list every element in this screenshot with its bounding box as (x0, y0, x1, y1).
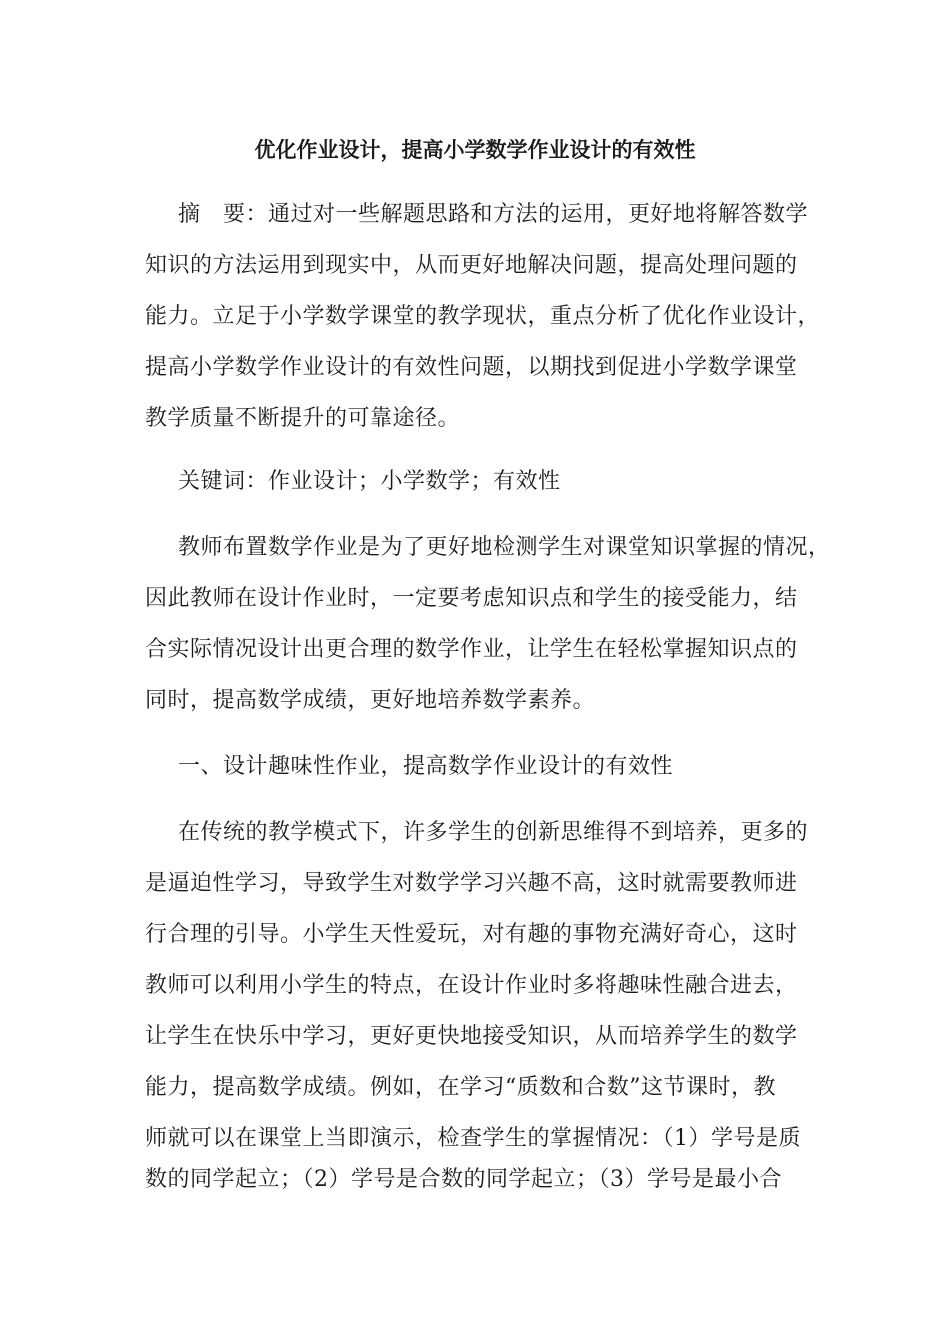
abstract-line-3: 能力。立足于小学数学课堂的教学现状，重点分析了优化作业设计， (145, 304, 821, 329)
abstract-line-1: 摘 要：通过对一些解题思路和方法的运用，更好地将解答数学 (178, 202, 809, 227)
section1-line-2: 是逼迫性学习，导致学生对数学学习兴趣不高，这时就需要教师进 (145, 871, 798, 896)
intro-line-1: 教师布置数学作业是为了更好地检测学生对课堂知识掌握的情况， (178, 535, 831, 560)
abstract-line-2: 知识的方法运用到现实中，从而更好地解决问题，提高处理问题的 (145, 253, 798, 278)
section1-line-8: 数的同学起立；（2）学号是合数的同学起立；（3）学号是最小合 (145, 1167, 782, 1192)
section1-line-3: 行合理的引导。小学生天性爱玩，对有趣的事物充满好奇心，这时 (145, 922, 798, 947)
abstract-line-5: 教学质量不断提升的可靠途径。 (145, 406, 461, 431)
section1-line-6: 能力，提高数学成绩。例如，在学习“质数和合数”这节课时，教 (145, 1075, 776, 1100)
section1-line-4: 教师可以利用小学生的特点，在设计作业时多将趣味性融合进去， (145, 973, 798, 998)
section1-line-7: 师就可以在课堂上当即演示，检查学生的掌握情况：（1）学号是质 (145, 1126, 801, 1151)
section-heading-1: 一、设计趣味性作业，提高数学作业设计的有效性 (178, 754, 674, 779)
document-title: 优化作业设计，提高小学数学作业设计的有效性 (254, 138, 696, 162)
section1-line-1: 在传统的教学模式下，许多学生的创新思维得不到培养，更多的 (178, 820, 809, 845)
intro-line-3: 合实际情况设计出更合理的数学作业，让学生在轻松掌握知识点的 (145, 637, 798, 662)
section1-line-5: 让学生在快乐中学习，更好更快地接受知识，从而培养学生的数学 (145, 1024, 798, 1049)
abstract-line-4: 提高小学数学作业设计的有效性问题，以期找到促进小学数学课堂 (145, 355, 798, 380)
intro-line-2: 因此教师在设计作业时，一定要考虑知识点和学生的接受能力，结 (145, 586, 798, 611)
keywords-line: 关键词：作业设计；小学数学；有效性 (178, 469, 561, 494)
intro-line-4: 同时，提高数学成绩，更好地培养数学素养。 (145, 688, 596, 713)
